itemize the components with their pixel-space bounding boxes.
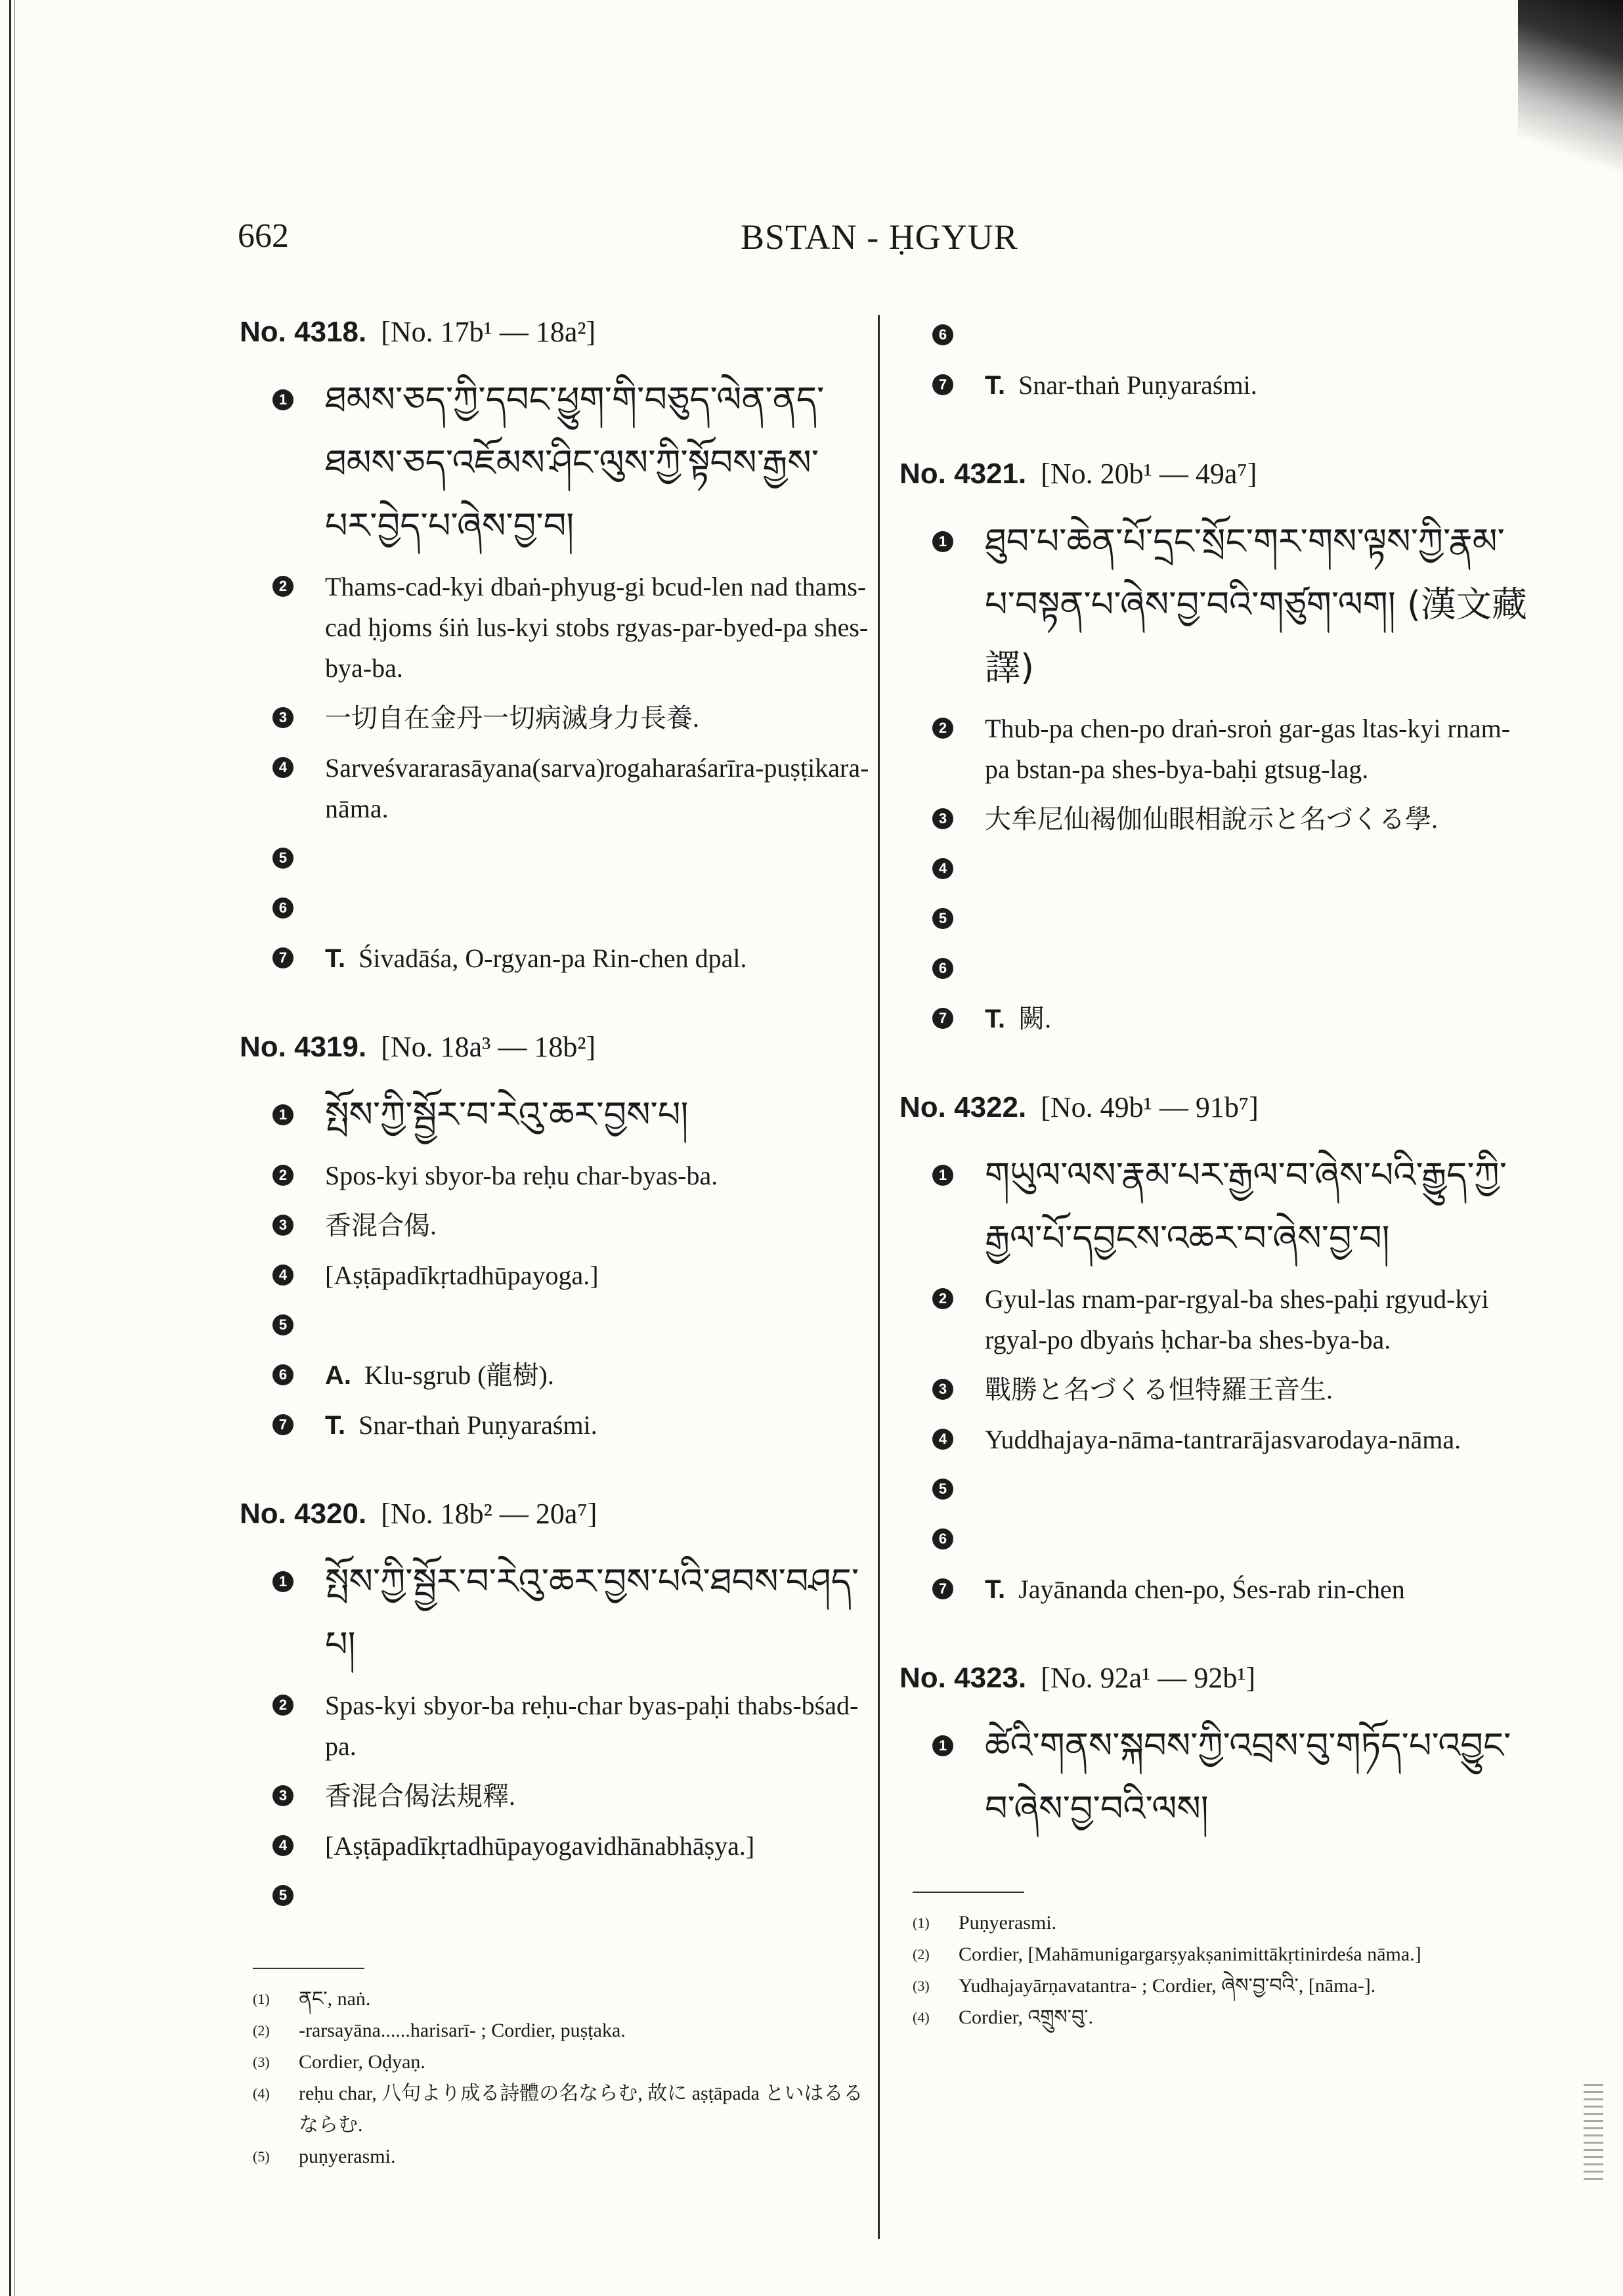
tibetan-title: ཐུབ་པ་ཆེན་པོ་དྲང་སྲོང་གར་གས་ལྟས་ཀྱི་རྣམ་པ་བསྟན་པ་ཞེས་བྱ་བའི་གཙུག་ལག། (漢文藏譯) xyxy=(985,521,1527,688)
footnote xyxy=(899,1907,1530,1939)
field-marker: 3 xyxy=(272,1215,293,1236)
entry-field xyxy=(899,315,1530,356)
footnote-number: (3) xyxy=(913,1978,930,1994)
entry-field xyxy=(899,949,1530,989)
entry-field xyxy=(240,1405,870,1446)
footnote-number: (2) xyxy=(253,2022,270,2039)
entry-field xyxy=(240,1255,870,1296)
field-text: Spas-kyi sbyor-ba reḥu-char byas-paḥi thabs-bśad-pa. xyxy=(325,1691,859,1761)
entry-field xyxy=(240,1305,870,1346)
folio-reference: [No. 20b¹ — 49a⁷] xyxy=(1041,458,1257,490)
field-marker: 2 xyxy=(272,1695,293,1716)
field-text: Yuddhajaya-nāma-tantrarājasvarodaya-nāma. xyxy=(985,1425,1461,1454)
entry-field xyxy=(240,1776,870,1817)
entry-field xyxy=(240,1205,870,1246)
field-text: Thub-pa chen-po draṅ-sroṅ gar-gas ltas-kyi rnam-pa bstan-pa shes-bya-baḥi gtsug-lag. xyxy=(985,714,1511,784)
field-text: Sarveśvararasāyana(sarva)rogaharaśarīra-puṣṭikara-nāma. xyxy=(325,753,869,823)
entry-heading xyxy=(899,1661,1530,1695)
catalog-entry xyxy=(899,1661,1530,1840)
entry-field xyxy=(240,368,870,557)
entry-field xyxy=(240,838,870,879)
entry-field xyxy=(240,1156,870,1196)
entry-field xyxy=(899,799,1530,840)
field-text: 闕. xyxy=(1018,1004,1052,1033)
field-marker: 2 xyxy=(932,718,953,739)
field-label: T. xyxy=(985,371,1006,400)
field-marker: 5 xyxy=(932,908,953,929)
field-label: A. xyxy=(325,1361,351,1390)
field-marker: 6 xyxy=(272,898,293,919)
footnote-text: Cordier, [Mahāmunigargarṣyakṣanimittākṛtinirdeśa nāma.] xyxy=(959,1943,1421,1965)
field-marker: 7 xyxy=(932,1578,953,1599)
entry-field xyxy=(899,1469,1530,1510)
entry-field xyxy=(899,1370,1530,1410)
field-marker: 4 xyxy=(272,1835,293,1856)
catalog-entry xyxy=(240,315,870,979)
entry-heading xyxy=(240,1497,870,1530)
field-marker: 5 xyxy=(932,1479,953,1500)
field-label: T. xyxy=(985,1575,1006,1604)
entry-field xyxy=(240,1083,870,1146)
entry-field xyxy=(899,849,1530,890)
tibetan-title: གཡུལ་ལས་རྣམ་པར་རྒྱལ་བ་ཞེས་པའི་རྒྱུད་ཀྱི་རྒྱལ་པོ་དབྱངས་འཆར་བ་ཞེས་བྱ་བ། xyxy=(985,1154,1507,1259)
running-title: BSTAN - ḤGYUR xyxy=(741,217,1018,257)
field-marker: 1 xyxy=(932,1735,953,1756)
catalog-entry xyxy=(899,315,1530,406)
footnote xyxy=(899,1939,1530,1970)
folio-reference: [No. 18b² — 20a⁷] xyxy=(381,1498,597,1530)
folio-reference: [No. 18a³ — 18b²] xyxy=(381,1031,596,1063)
catalog-entry xyxy=(899,457,1530,1039)
entry-heading xyxy=(240,1030,870,1064)
entry-number: No. 4320. xyxy=(240,1498,367,1530)
field-text: [Aṣṭāpadīkṛtadhūpayogavidhānabhāṣya.] xyxy=(325,1831,755,1861)
footnote-rule xyxy=(913,1892,1024,1893)
field-marker: 3 xyxy=(272,1785,293,1806)
entry-field xyxy=(899,365,1530,406)
field-marker: 3 xyxy=(932,808,953,829)
field-text: 一切自在金丹一切病滅身力長養. xyxy=(325,703,699,733)
footnote-text: Yudhajayārṇavatantra- ; Cordier, ཞེས་བྱ་བའི་, [nāma-]. xyxy=(959,1975,1376,1997)
entry-field xyxy=(240,748,870,829)
tibetan-title: ཐམས་ཅད་ཀྱི་དབང་ཕྱུག་གི་བཅུད་ལེན་ནད་ཐམས་ཅད་འཇོམས་ཤིང་ལུས་ཀྱི་སྟོབས་རྒྱས་པར་བྱེད་པ་ཞེས་བྱ་བ། xyxy=(325,379,825,546)
field-text: Thams-cad-kyi dbaṅ-phyug-gi bcud-len nad thams-cad ḥjoms śiṅ lus-kyi stobs rgyas-par-byed-pa shes-bya-ba. xyxy=(325,572,869,683)
scan-shadow xyxy=(1518,0,1623,197)
page-number: 662 xyxy=(238,217,289,255)
field-text: 香混合偈法規釋. xyxy=(325,1781,515,1811)
page-edge xyxy=(9,0,11,2296)
field-marker: 5 xyxy=(272,848,293,869)
field-marker: 4 xyxy=(932,858,953,879)
field-marker: 1 xyxy=(932,531,953,552)
tibetan-title: སྤོས་ཀྱི་སྦྱོར་བ་རེའུ་ཆར་བྱས་པ། xyxy=(325,1094,689,1135)
scan-speck xyxy=(1584,2081,1603,2180)
field-marker: 1 xyxy=(272,389,293,410)
field-label: T. xyxy=(325,944,346,973)
entry-field xyxy=(899,1714,1530,1840)
footnote-number: (2) xyxy=(913,1946,930,1962)
entry-heading xyxy=(899,1091,1530,1124)
entry-field xyxy=(899,1519,1530,1560)
field-label: T. xyxy=(985,1005,1006,1033)
field-text: Klu-sgrub (龍樹). xyxy=(364,1360,554,1390)
entry-field xyxy=(899,708,1530,790)
field-marker: 7 xyxy=(272,947,293,968)
field-marker: 1 xyxy=(272,1104,293,1125)
footnote-number: (1) xyxy=(913,1915,930,1931)
footnote-text: Cordier, འགྲུས་བུ་. xyxy=(959,2006,1094,2028)
entry-field xyxy=(899,1279,1530,1360)
footnote-rule xyxy=(253,1968,364,1969)
field-text: [Aṣṭāpadīkṛtadhūpayoga.] xyxy=(325,1261,599,1290)
field-marker: 2 xyxy=(272,576,293,597)
footnote-number: (3) xyxy=(253,2054,270,2070)
catalog-entry xyxy=(899,1091,1530,1610)
field-marker: 5 xyxy=(272,1314,293,1335)
footnote xyxy=(240,2015,870,2047)
entry-number: No. 4319. xyxy=(240,1031,367,1063)
footnote-number: (4) xyxy=(253,2085,270,2102)
entry-number: No. 4318. xyxy=(240,316,367,348)
entry-field xyxy=(899,1569,1530,1610)
tibetan-title: ཚེའི་གནས་སྐབས་ཀྱི་འབྲས་བུ་གཏོད་པ་འབྱུང་བ་ཞེས་བྱ་བའི་ལས། xyxy=(985,1725,1511,1829)
entry-number: No. 4322. xyxy=(899,1091,1027,1123)
footnote-text: ནང་, naṅ. xyxy=(299,1988,371,2010)
footnote xyxy=(899,2002,1530,2033)
entry-field xyxy=(240,1826,870,1867)
footnote-number: (4) xyxy=(913,2009,930,2025)
field-marker: 1 xyxy=(272,1571,293,1592)
catalog-entry xyxy=(240,1497,870,1917)
entry-field xyxy=(240,1876,870,1917)
footnote-text: -rarsayāna......harisarī- ; Cordier, puṣṭaka. xyxy=(299,2020,626,2041)
tibetan-title: སྤོས་ཀྱི་སྦྱོར་བ་རེའུ་ཆར་བྱས་པའི་ཐབས་བཤད་པ། xyxy=(325,1561,859,1665)
folio-reference: [No. 17b¹ — 18a²] xyxy=(381,316,596,348)
field-marker: 4 xyxy=(932,1429,953,1450)
field-marker: 6 xyxy=(272,1364,293,1385)
right-column xyxy=(899,315,1530,2033)
entry-field xyxy=(899,1419,1530,1460)
field-text: 戰勝と名づくる怛特羅王音生. xyxy=(985,1375,1333,1404)
entry-heading xyxy=(899,457,1530,490)
folio-reference: [No. 92a¹ — 92b¹] xyxy=(1041,1662,1256,1694)
field-text: Śivadāśa, O-rgyan-pa Rin-chen dpal. xyxy=(358,943,747,973)
field-marker: 2 xyxy=(932,1288,953,1309)
entry-field xyxy=(240,888,870,929)
entry-field xyxy=(899,1144,1530,1270)
field-marker: 4 xyxy=(272,757,293,778)
field-label: T. xyxy=(325,1411,346,1440)
footnote-text: puṇyerasmi. xyxy=(299,2146,396,2167)
folio-reference: [No. 49b¹ — 91b⁷] xyxy=(1041,1091,1259,1123)
entry-field xyxy=(240,938,870,979)
entry-field xyxy=(899,999,1530,1039)
footnote xyxy=(240,2078,870,2141)
field-marker: 1 xyxy=(932,1165,953,1186)
field-marker: 5 xyxy=(272,1885,293,1906)
field-text: Spos-kyi sbyor-ba reḥu char-byas-ba. xyxy=(325,1161,718,1190)
field-text: 大牟尼仙褐伽仙眼相說示と名づくる學. xyxy=(985,804,1438,834)
field-marker: 6 xyxy=(932,1528,953,1549)
field-marker: 6 xyxy=(932,324,953,345)
footnote-text: Cordier, Oḍyaṇ. xyxy=(299,2051,425,2073)
field-text: 香混合偈. xyxy=(325,1211,437,1240)
entry-field xyxy=(240,567,870,689)
entry-field xyxy=(240,1355,870,1396)
field-marker: 7 xyxy=(272,1414,293,1435)
page-header xyxy=(0,217,1623,269)
field-marker: 7 xyxy=(932,374,953,395)
page-edge-inner xyxy=(14,0,15,2296)
entry-field xyxy=(240,1685,870,1767)
field-marker: 7 xyxy=(932,1008,953,1029)
footnote-number: (1) xyxy=(253,1991,270,2007)
field-marker: 2 xyxy=(272,1165,293,1186)
field-text: Gyul-las rnam-par-rgyal-ba shes-paḥi rgyud-kyi rgyal-po dbyaṅs ḥchar-ba shes-bya-ba. xyxy=(985,1284,1489,1354)
entry-field xyxy=(899,510,1530,699)
entry-field xyxy=(240,1550,870,1676)
entry-heading xyxy=(240,315,870,349)
footnote xyxy=(240,2141,870,2173)
field-marker: 4 xyxy=(272,1265,293,1286)
footnote-text: Puṇyerasmi. xyxy=(959,1912,1057,1934)
entry-field xyxy=(899,899,1530,940)
field-text: Snar-thaṅ Puṇyaraśmi. xyxy=(358,1410,597,1440)
footnote xyxy=(899,1970,1530,2002)
field-marker: 3 xyxy=(272,707,293,728)
footnote-number: (5) xyxy=(253,2148,270,2165)
left-column xyxy=(240,315,870,2173)
column-divider xyxy=(878,315,880,2239)
field-text: Snar-thaṅ Puṇyaraśmi. xyxy=(1018,370,1257,400)
entry-field xyxy=(240,698,870,739)
catalog-entry xyxy=(240,1030,870,1446)
field-marker: 3 xyxy=(932,1379,953,1400)
field-text: Jayānanda chen-po, Śes-rab rin-chen xyxy=(1018,1574,1405,1604)
footnote xyxy=(240,2047,870,2078)
field-marker: 6 xyxy=(932,958,953,979)
entry-number: No. 4321. xyxy=(899,458,1027,490)
footnote-text: reḥu char, 八句より成る詩體の名ならむ, 故に aṣṭāpada といはるるならむ. xyxy=(299,2083,863,2136)
entry-number: No. 4323. xyxy=(899,1662,1027,1694)
footnote xyxy=(240,1983,870,2015)
